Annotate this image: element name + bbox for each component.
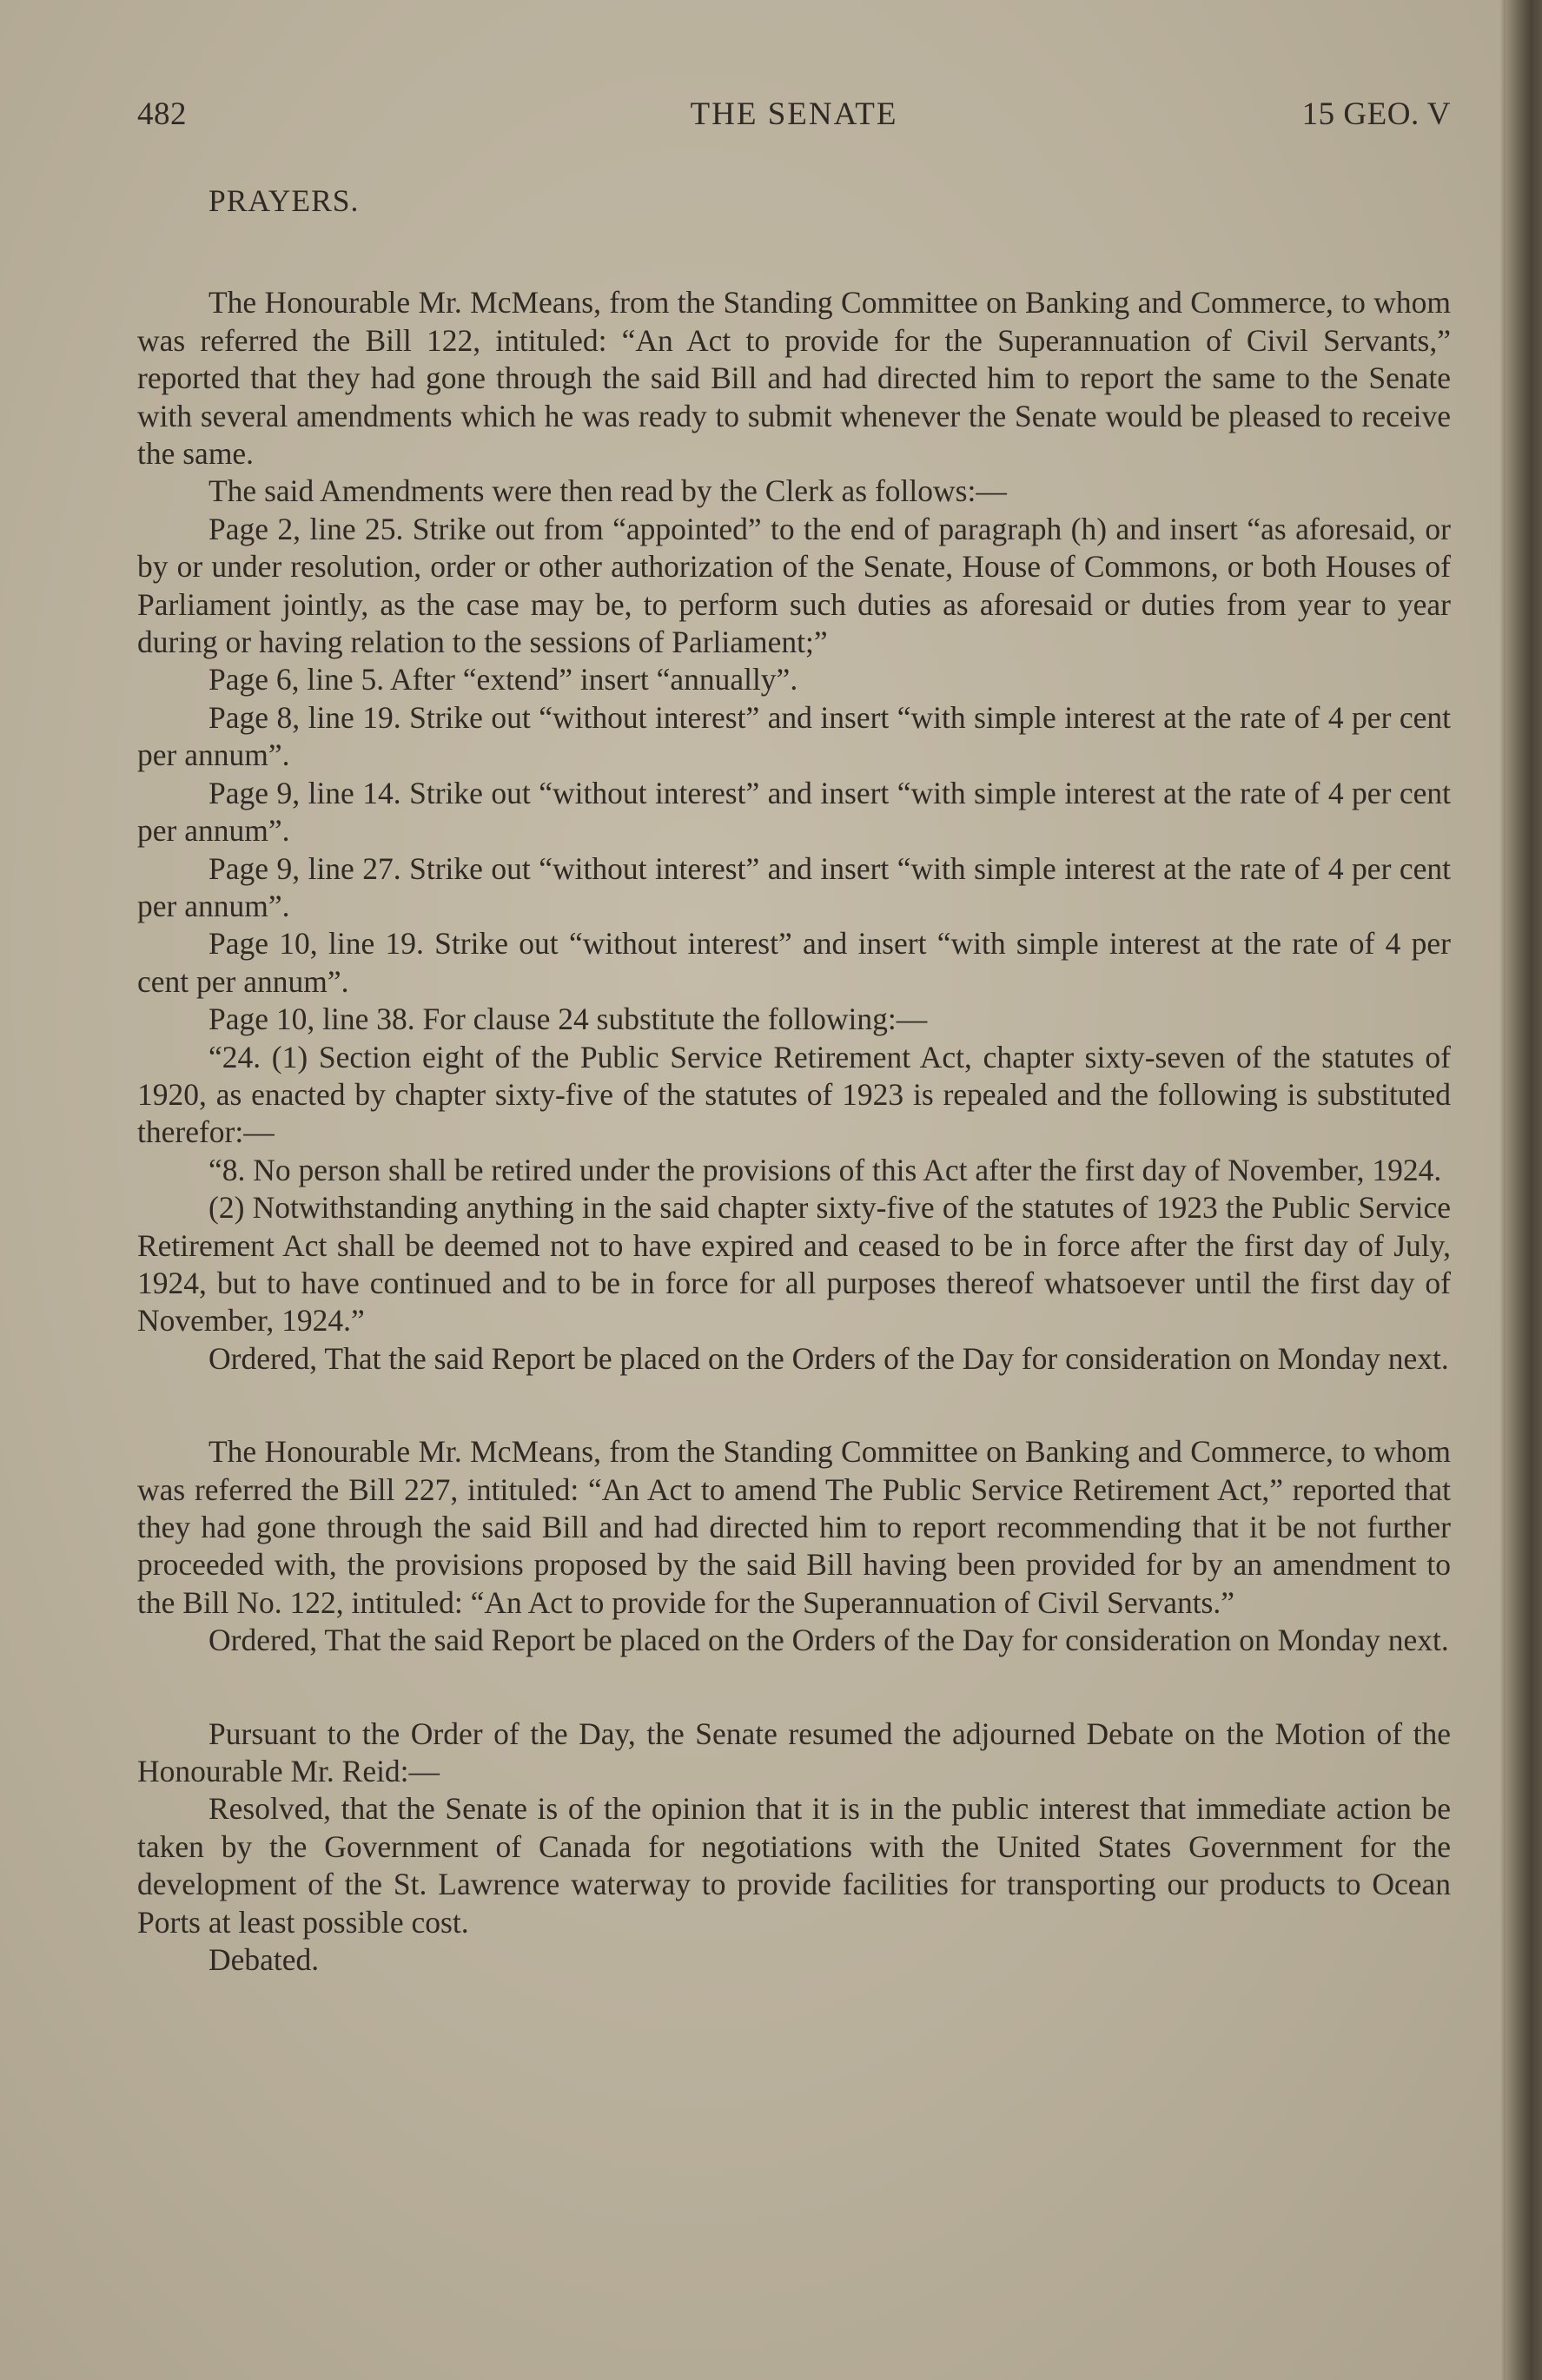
report-bill-122 — [137, 284, 1451, 1378]
section-heading: PRAYERS. — [208, 183, 360, 218]
amendment: Page 2, line 25. Strike out from “appointed” to the end of paragraph (h) and insert “as aforesaid, or by or under resolution, order or other authorization of the Senate, House of Commons, or both Houses of Parliament jointly, as the case may be, to perform such duties as aforesaid or duties from year to year during or having relation to the sessions of Parliament;” — [137, 511, 1451, 660]
clause-text: (2) Notwithstanding anything in the said chapter sixty-five of the statutes of 1923 the Public Service Retirement Act shall be deemed not to have expired and ceased to be in force after the first day of July, 1924, but to have continued and to be in force for all purposes thereof whatsoever until the first day of November, 1924.” — [137, 1190, 1451, 1339]
paragraph: The Honourable Mr. McMeans, from the Standing Committee on Banking and Commerce, to whom was referred the Bill 122, intituled: “An Act to provide for the Superannuation of Civil Servants,” reported that they had gone through the said Bill and had directed him to report the same to the Senate with several amendments which he was ready to submit whenever the Senate would be pleased to receive the same. — [137, 285, 1451, 472]
clause-text: “24. (1) Section eight of the Public Service Retirement Act, chapter sixty-seven of the statutes of 1920, as enacted by chapter sixty-five of the statutes of 1923 is repealed and the following is substituted therefor:— — [137, 1039, 1451, 1150]
amendment: Page 8, line 19. Strike out “without interest” and insert “with simple interest at the rate of 4 per cent per annum”. — [137, 699, 1451, 773]
amendment: Page 9, line 14. Strike out “without interest” and insert “with simple interest at the rate of 4 per cent per annum”. — [137, 775, 1451, 849]
paragraph: Debated. — [208, 1942, 320, 1978]
paragraph: The said Amendments were then read by the Clerk as follows:— — [208, 473, 1007, 509]
order-paragraph: Ordered, That the said Report be placed on the Orders of the Day for consideration on Monday next. — [208, 1340, 1449, 1376]
session-reference: 15 GEO. V — [1301, 96, 1451, 132]
amendment: Page 10, line 19. Strike out “without interest” and insert “with simple interest at the rate of 4 per cent per annum”. — [137, 926, 1451, 999]
amendment: Page 9, line 27. Strike out “without interest” and insert “with simple interest at the rate of 4 per cent per annum”. — [137, 850, 1451, 923]
paragraph: The Honourable Mr. McMeans, from the Standing Committee on Banking and Commerce, to whom was referred the Bill 227, intituled: “An Act to amend The Public Service Retirement Act,” reported that they had gone through the said Bill and had directed him to report recommending that it be not further proceeded with, the provisions proposed by the said Bill having been provided for by an amendment to the Bill No. 122, intituled: “An Act to provide for the Superannuation of Civil Servants.” — [137, 1434, 1451, 1620]
running-title: THE SENATE — [690, 96, 898, 132]
report-bill-227 — [137, 1433, 1451, 1659]
book-spine — [1506, 0, 1542, 2380]
resolution: Resolved, that the Senate is of the opinion that it is in the public interest that immediate action be taken by the Government of Canada for negotiations with the United States Government for the development of the St. Lawrence waterway to provide facilities for transporting our products to Ocean Ports at least possible cost. — [137, 1791, 1451, 1940]
page-body — [137, 182, 1451, 2034]
amendment: Page 6, line 5. After “extend” insert “annually”. — [208, 662, 798, 697]
paragraph: Pursuant to the Order of the Day, the Senate resumed the adjourned Debate on the Motion of the Honourable Mr. Reid:— — [137, 1716, 1451, 1789]
running-header — [137, 87, 1451, 139]
order-paragraph: Ordered, That the said Report be placed on the Orders of the Day for consideration on Monday next. — [208, 1623, 1449, 1658]
page-number: 482 — [137, 96, 187, 132]
adjourned-debate — [137, 1716, 1451, 1980]
amendment: Page 10, line 38. For clause 24 substitute the following:— — [208, 1002, 928, 1037]
clause-text: “8. No person shall be retired under the provisions of this Act after the first day of November, 1924. — [208, 1152, 1442, 1187]
